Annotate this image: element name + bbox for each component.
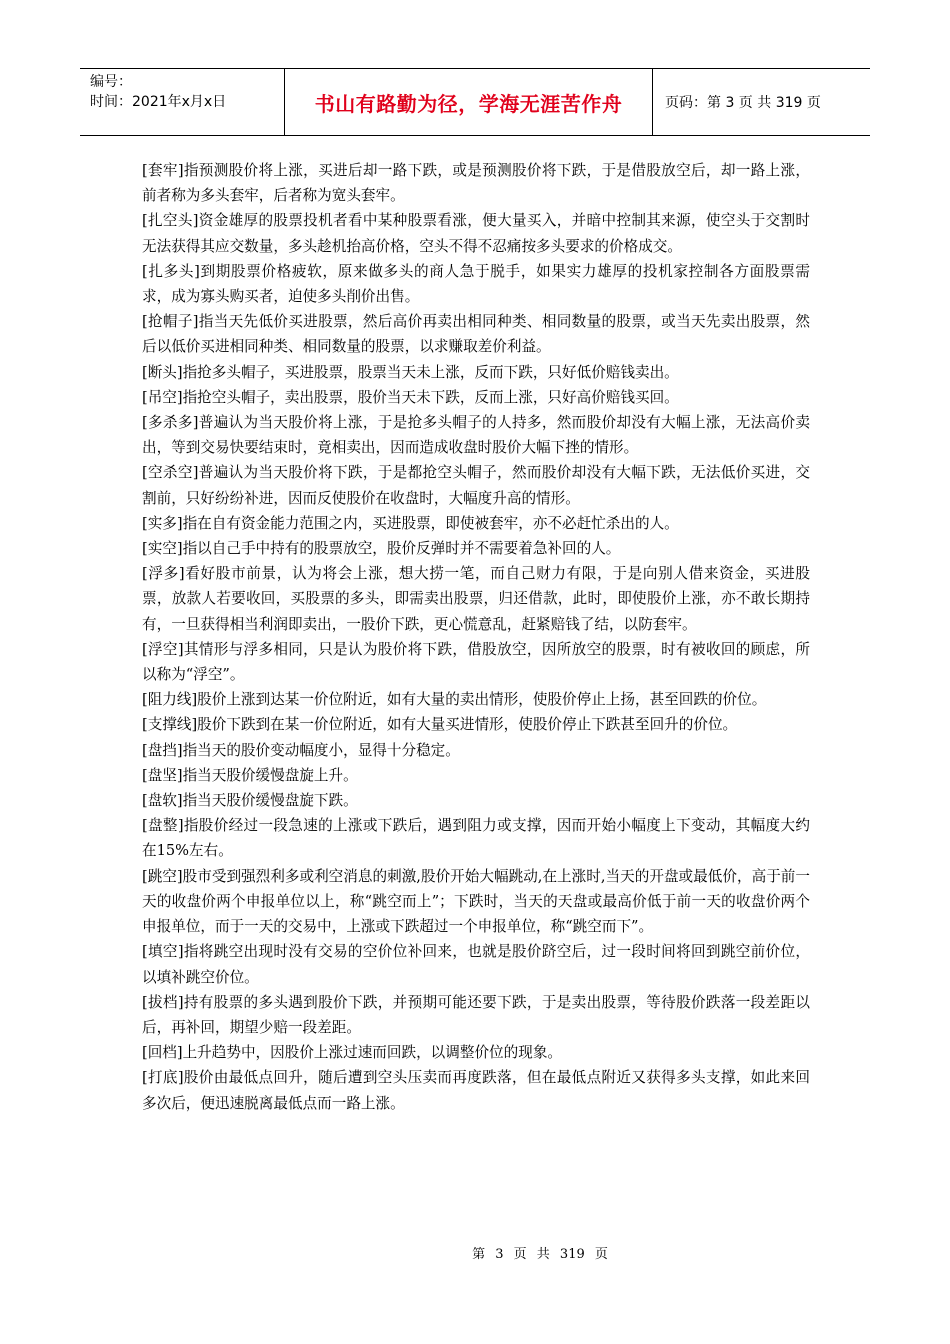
header-meta [80,69,285,135]
glossary-entry: [抢帽子]指当天先低价买进股票，然后高价再卖出相同种类、相同数量的股票，或当天先卖出股票，然后以低价买进相同种类、相同数量的股票，以求赚取差价利益。 [142,313,810,356]
page-footer: 第 3 页 共 319 页 [472,1247,608,1262]
glossary-entry: [实空]指以自己手中持有的股票放空，股价反弹时并不需要着急补回的人。 [142,540,621,558]
glossary-entry: [盘整]指股价经过一段急速的上涨或下跌后，遇到阻力或支撑，因而开始小幅度上下变动，其幅度大约在15%左右。 [142,817,810,860]
glossary-entry: [盘挡]指当天的股价变动幅度小，显得十分稳定。 [142,741,460,759]
page-header [80,68,870,136]
glossary-entry: [多杀多]普遍认为当天股价将上涨，于是抢多头帽子的人持多，然而股价却没有大幅上涨，无法高价卖出，等到交易快要结束时，竟相卖出，因而造成收盘时股价大幅下挫的情形。 [142,414,810,457]
glossary-body [142,158,810,1116]
header-page-number: 页码：第 3 页 共 319 页 [665,95,821,111]
glossary-entry: [浮空]其情形与浮多相同，只是认为股价将下跌，借股放空，因所放空的股票，时有被收回的顾虑，所以称为“浮空”。 [142,640,810,684]
glossary-entry: [回档]上升趋势中，因股价上涨过速而回跌，以调整价位的现象。 [142,1044,563,1062]
glossary-entry: [支撑线]股价下跌到在某一价位附近，如有大量买进情形，使股价停止下跌甚至回升的价位。 [142,716,738,734]
glossary-entry: [实多]指在自有资金能力范围之内，买进股票，即使被套牢，亦不必赶忙杀出的人。 [142,514,679,532]
glossary-entry: [套牢]指预测股价将上涨，买进后却一路下跌，或是预测股价将下跌，于是借股放空后，却一路上涨，前者称为多头套牢，后者称为宽头套牢。 [142,162,810,205]
glossary-entry: [吊空]指抢空头帽子，卖出股票，股价当天未下跌，反而上涨，只好高价赔钱买回。 [142,388,679,406]
document-date-label: 时间：2021年x月x日 [90,94,227,110]
glossary-entry: [拔档]持有股票的多头遇到股价下跌，并预期可能还要下跌，于是卖出股票，等待股价跌落一段差距以后，再补回，期望少赔一段差距。 [142,993,810,1036]
glossary-entry: [扎空头]资金雄厚的股票投机者看中某种股票看涨，便大量买入，并暗中控制其来源，使空头于交割时无法获得其应交数量，多头趁机抬高价格，空头不得不忍痛按多头要求的价格成交。 [142,212,810,255]
glossary-entry: [跳空]股市受到强烈利多或利空消息的刺激,股价开始大幅跳动,在上涨时,当天的开盘或最低价，高于前一天的收盘价两个申报单位以上，称“跳空而上”；下跌时，当天的天盘或最高价低于前一天的收盘价两个申报单位，而于一天的交易中，上涨或下跌超过一个申报单位，称“跳空而下”。 [142,867,810,936]
glossary-entry: [填空]指将跳空出现时没有交易的空价位补回来，也就是股价跻空后，过一段时间将回到跳空前价位，以填补跳空价位。 [142,943,810,986]
glossary-entry: [阻力线]股价上涨到达某一价位附近，如有大量的卖出情形，使股价停止上扬，甚至回跌的价位。 [142,691,767,709]
document-number-label: 编号： [90,74,132,90]
header-motto: 书山有路勤为径，学海无涯苦作舟 [285,69,653,135]
glossary-entry: [断头]指抢多头帽子，买进股票，股票当天未上涨，反而下跌，只好低价赔钱卖出。 [142,363,679,381]
glossary-entry: [空杀空]普遍认为当天股价将下跌，于是都抢空头帽子，然而股价却没有大幅下跌，无法低价买进，交割前，只好纷纷补进，因而反使股价在收盘时，大幅度升高的情形。 [142,464,810,507]
glossary-entry: [盘坚]指当天股价缓慢盘旋上升。 [142,766,358,784]
glossary-entry: [打底]股价由最低点回升，随后遭到空头压卖而再度跌落，但在最低点附近又获得多头支撑，如此来回多次后，便迅速脱离最低点而一路上涨。 [142,1069,810,1112]
glossary-entry: [盘软]指当天股价缓慢盘旋下跌。 [142,792,358,810]
glossary-entry: [浮多]看好股市前景，认为将会上涨，想大捞一笔，而自己财力有限，于是向别人借来资金，买进股票，放款人若要收回，买股票的多头，即需卖出股票，归还借款，此时，即使股价上涨，亦不敢长期持有，一旦获得相当利润即卖出，一股价下跌，更心慌意乱，赶紧赔钱了结，以防套牢。 [142,565,810,633]
glossary-entry: [扎多头]到期股票价格疲软，原来做多头的商人急于脱手，如果实力雄厚的投机家控制各方面股票需求，成为寡头购买者，迫使多头削价出售。 [142,262,810,306]
